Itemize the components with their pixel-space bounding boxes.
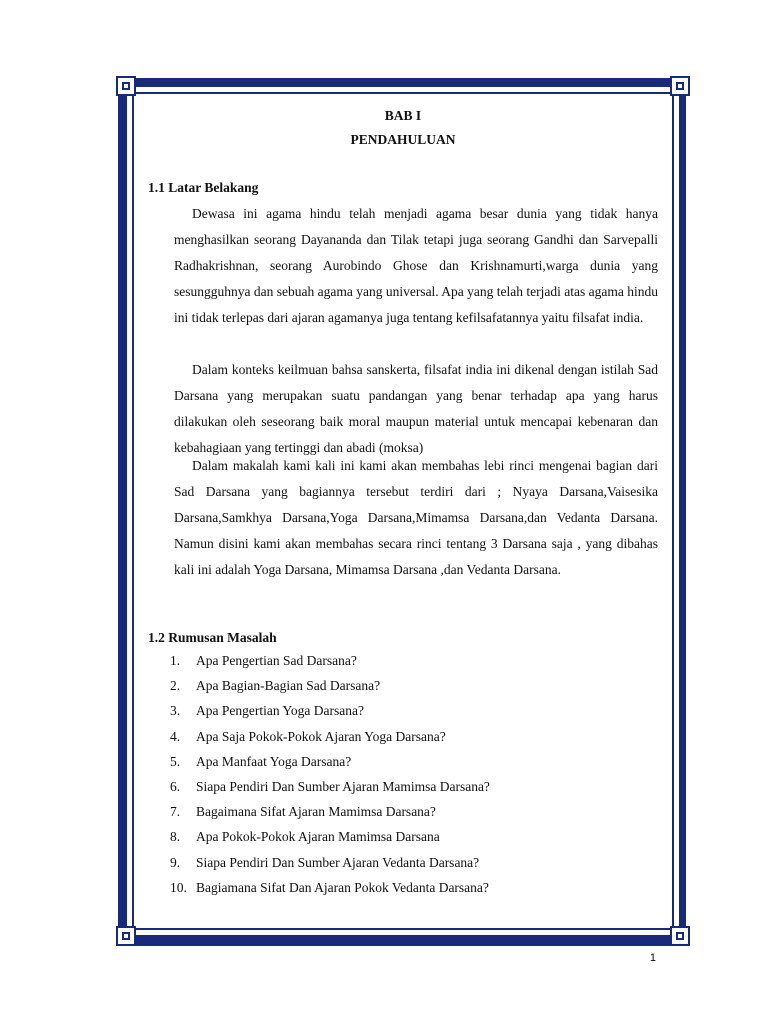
- border-bar-left: [118, 96, 124, 926]
- border-corner-bottom-right: [670, 926, 690, 946]
- border-corner-bottom-left: [116, 926, 136, 946]
- list-item: 10. Bagiamana Sifat Dan Ajaran Pokok Vedanta Darsana?: [170, 879, 489, 895]
- list-item: 6. Siapa Pendiri Dan Sumber Ajaran Mamimsa Darsana?: [170, 778, 490, 794]
- list-item: 2. Apa Bagian-Bagian Sad Darsana?: [170, 678, 381, 694]
- chapter-heading: BAB I: [384, 108, 422, 123]
- list-item: 1. Apa Pengertian Sad Darsana?: [170, 653, 357, 668]
- paragraph-3: Dalam makalah kami kali ini kami akan membahas lebi rinci mengenai bagian dari Sad Darsana yang bagiannya tersebut terdiri dari ; Nyaya Darsana,Vaisesika Darsana,Samkhya Darsana,Yoga Darsana,Mimamsa Darsana,dan Vedanta Darsana. Namun disini kami akan membahas secara rinci tentang 3 Darsana saja , yang dibahas kali ini adalah Yoga Darsana, Mimamsa Darsana ,dan Vedanta Darsana.: [174, 458, 658, 577]
- border-bar-bottom: [136, 940, 670, 946]
- border-corner-top-left: [116, 76, 136, 96]
- problem-list: [170, 648, 490, 900]
- section-title-problems: 1.2 Rumusan Masalah: [148, 630, 277, 645]
- paragraph-2: Dalam konteks keilmuan bahsa sanskerta, filsafat india ini dikenal dengan istilah Sad Darsana yang merupakan suatu pandangan yang benar terhadap apa yang harus dilakukan oleh seseorang baik moral maupun material untuk mencapai kebenaran dan kebahagiaan yang tertinggi dan abadi (moksa): [174, 362, 658, 455]
- section-title-background: 1.1 Latar Belakang: [148, 180, 259, 195]
- list-item: 3. Apa Pengertian Yoga Darsana?: [170, 703, 364, 719]
- page-number: 1: [649, 952, 656, 964]
- list-item: 5. Apa Manfaat Yoga Darsana?: [170, 753, 352, 769]
- border-bar-top: [136, 78, 670, 84]
- chapter-title: PENDAHULUAN: [350, 132, 456, 147]
- border-corner-top-right: [670, 76, 690, 96]
- list-item: 8. Apa Pokok-Pokok Ajaran Mamimsa Darsana: [170, 829, 440, 845]
- list-item: 9. Siapa Pendiri Dan Sumber Ajaran Vedanta Darsana?: [170, 854, 480, 870]
- list-item: 4. Apa Saja Pokok-Pokok Ajaran Yoga Darsana?: [170, 728, 446, 744]
- paragraph-1: Dewasa ini agama hindu telah menjadi agama besar dunia yang tidak hanya menghasilkan seorang Dayananda dan Tilak tetapi juga seorang Gandhi dan Sarvepalli Radhakrishnan, seorang Aurobindo Ghose dan Krishnamurti,warga dunia yang sesungguhnya dan sebuah agama yang universal. Apa yang telah terjadi atas agama hindu ini tidak terlepas dari ajaran agamanya juga tentang kefilsafatannya yaitu filsafat india.: [174, 206, 658, 325]
- border-bar-right: [680, 96, 686, 926]
- list-item: 7. Bagaimana Sifat Ajaran Mamimsa Darsana?: [170, 804, 436, 820]
